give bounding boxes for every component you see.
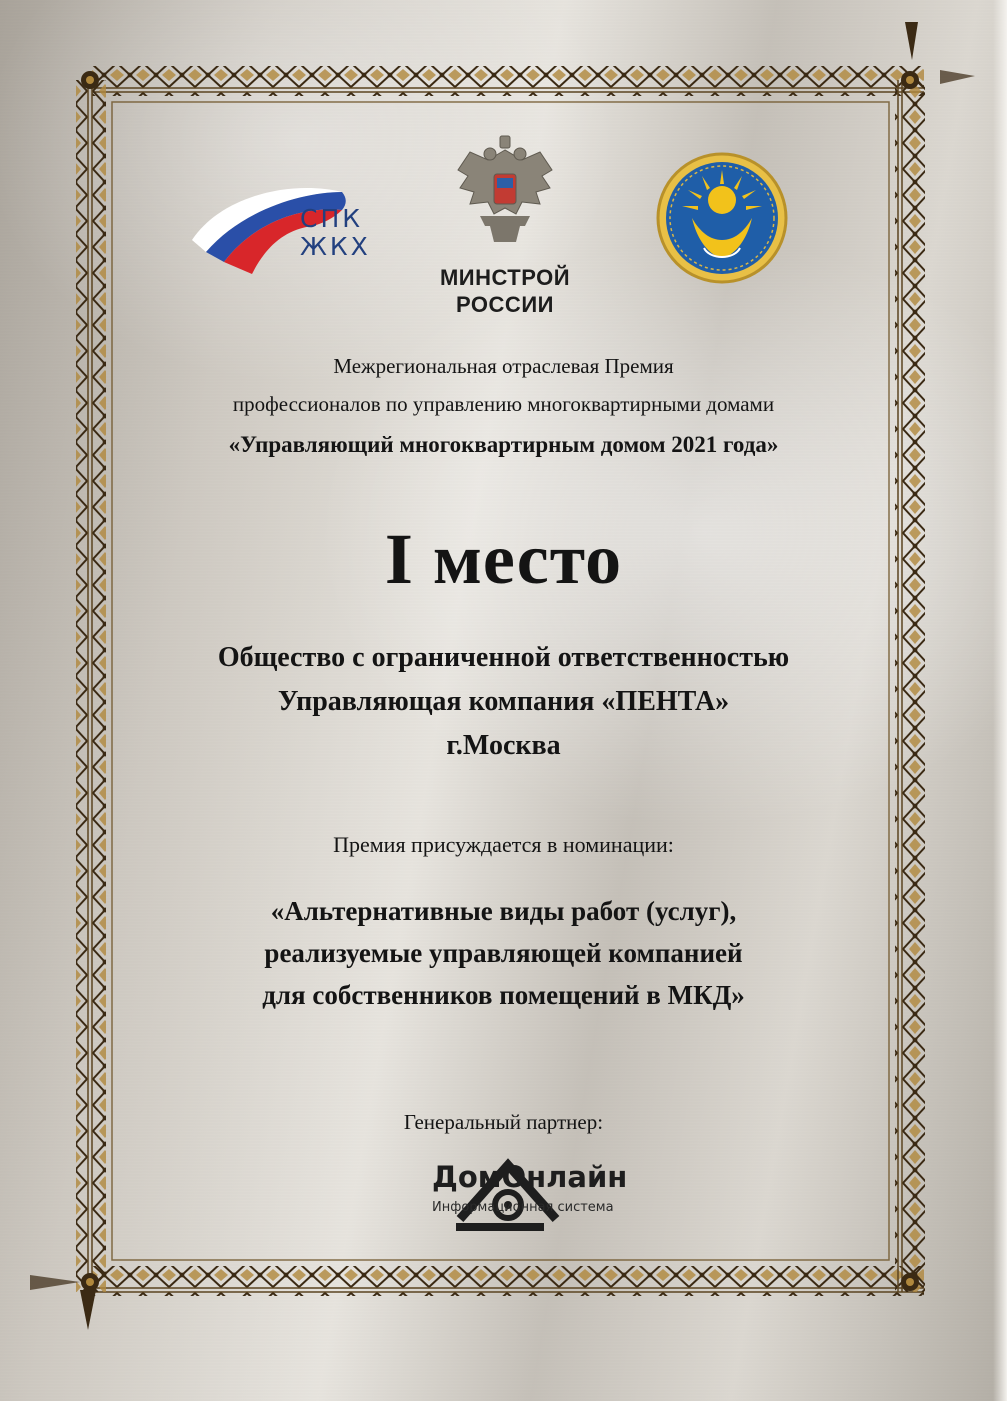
nomination-line2: реализуемые управляющей компанией [264, 938, 743, 968]
certificate-content [120, 120, 887, 1280]
spk-text-line2: ЖКХ [300, 232, 371, 261]
award-title: «Управляющий многоквартирным домом 2021 года» [228, 432, 779, 457]
nomination-line1: «Альтернативные виды работ (услуг), [270, 896, 737, 926]
partner-subtitle: Информационная система [432, 1200, 614, 1215]
spk-text-line1: СПК [300, 204, 364, 233]
organization-city: г.Москва [446, 730, 561, 761]
partner-name: ДомОнлайн [432, 1160, 628, 1194]
award-line2: профессионалов по управлению многоквартирными домами [232, 392, 775, 416]
russian-coat-of-arms-icon [450, 130, 560, 250]
spk-zhkh-logo [182, 170, 392, 280]
award-line1: Межрегиональная отраслевая Премия [333, 354, 674, 378]
award-medal-icon [652, 148, 792, 288]
award-medal-logo [652, 148, 792, 288]
place-title: I место [384, 519, 623, 599]
minstroy-logo [400, 264, 610, 318]
partner-label: Генеральный партнер: [403, 1110, 604, 1134]
minstroy-line1: МИНСТРОЙ [439, 265, 571, 290]
coat-of-arms-logo [450, 130, 560, 250]
nomination-label: Премия присуждается в номинации: [333, 832, 674, 857]
organization-line2: Управляющая компания «ПЕНТА» [277, 686, 730, 717]
domonline-logo [318, 1155, 698, 1235]
organization-line1: Общество с ограниченной ответственностью [217, 642, 790, 673]
minstroy-line2: РОССИИ [456, 292, 554, 317]
nomination-line3: для собственников помещений в МКД» [262, 980, 745, 1010]
plaque-edge [993, 0, 1007, 1401]
